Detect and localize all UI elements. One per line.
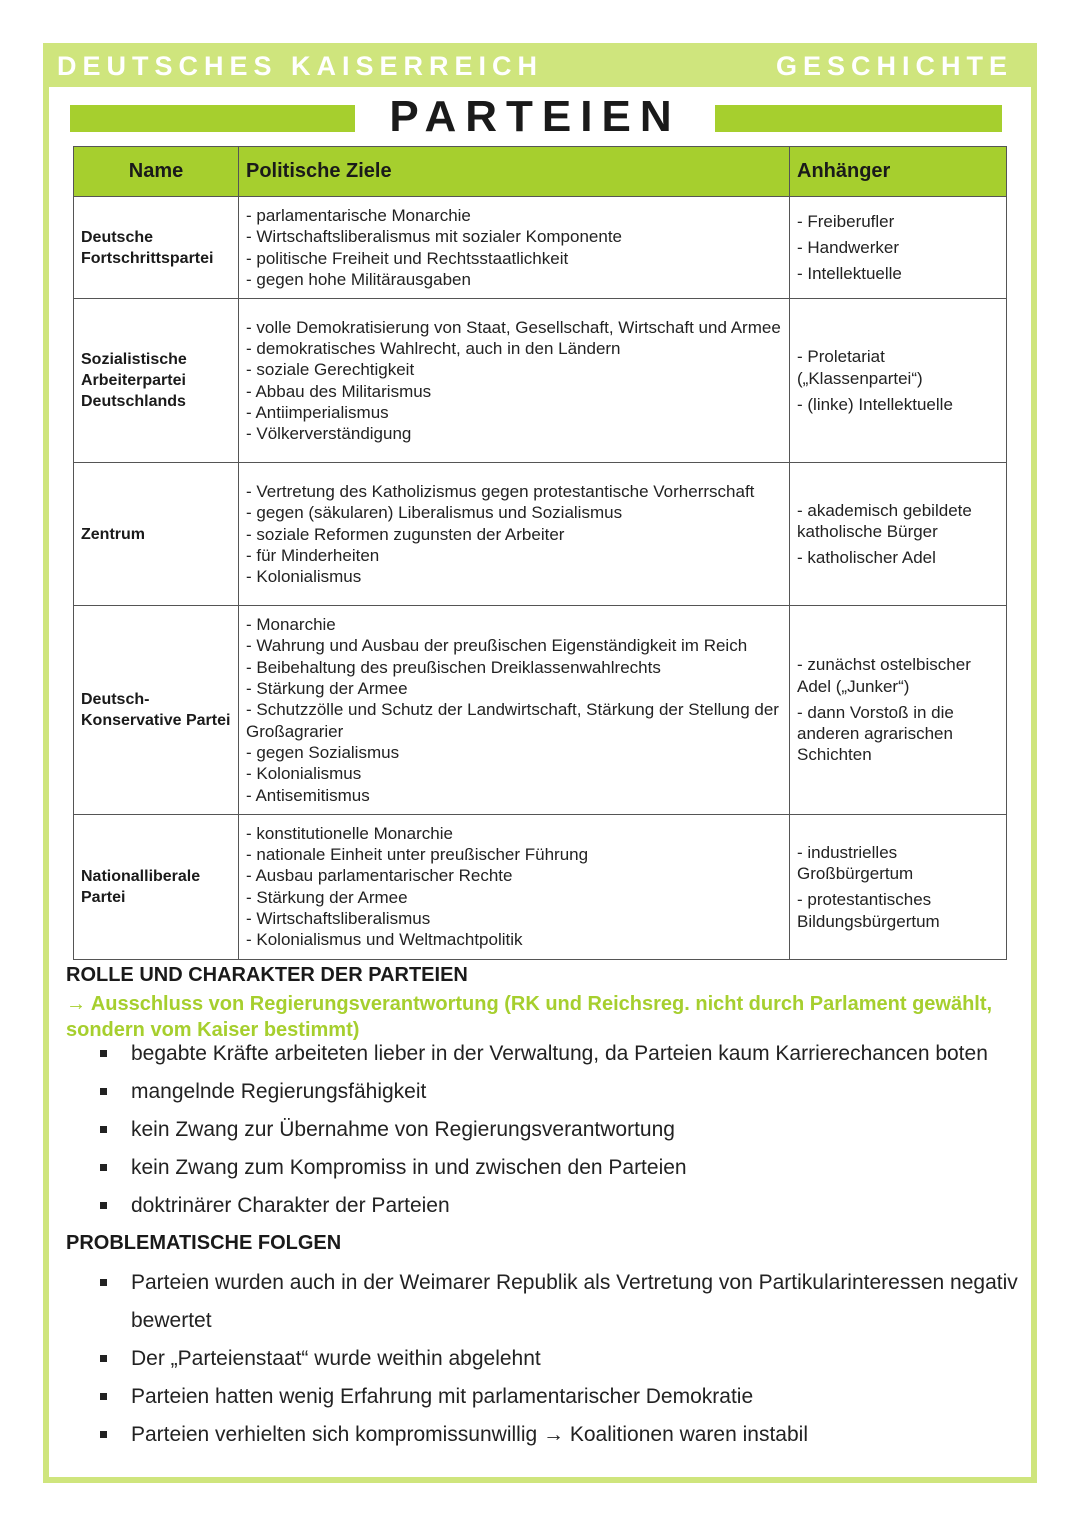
supporter-item: - Freiberufler [797, 211, 895, 231]
goal-item: - soziale Reformen zugunsten der Arbeiter [246, 524, 565, 544]
title-bar-right [715, 105, 1002, 132]
goal-item: - nationale Einheit unter preußischer Führung [246, 845, 589, 865]
goal-item: - Kolonialismus [246, 567, 362, 587]
list-item: doktrinärer Charakter der Parteien [96, 1187, 1026, 1225]
list-item: kein Zwang zum Kompromiss in und zwischen den Parteien [96, 1149, 1026, 1187]
supporter-item: - Proletariat („Klassenpartei“) [797, 347, 923, 388]
parties-table [73, 146, 1007, 960]
goal-item: - Beibehaltung des preußischen Dreiklassenwahlrechts [246, 657, 661, 677]
party-goals [239, 606, 790, 815]
title-row [70, 92, 1002, 144]
goal-item: - gegen hohe Militärausgaben [246, 269, 471, 289]
list-item: Der „Parteienstaat“ wurde weithin abgelehnt [96, 1340, 1026, 1378]
supporter-item: - Handwerker [797, 237, 900, 257]
goal-item: - Völkerverständigung [246, 424, 412, 444]
goal-item: - Kolonialismus und Weltmachtpolitik [246, 930, 523, 950]
role-bullets [96, 1035, 1026, 1225]
list-item: mangelnde Regierungsfähigkeit [96, 1073, 1026, 1111]
list-item: Parteien verhielten sich kompromissunwillig → Koalitionen waren instabil [96, 1416, 1026, 1454]
party-supporters [790, 606, 1007, 815]
goal-item: - Wirtschaftsliberalismus mit sozialer Komponente [246, 227, 623, 247]
list-item: begabte Kräfte arbeiteten lieber in der Verwaltung, da Parteien kaum Karrierechancen boten [96, 1035, 1026, 1073]
page-title: PARTEIEN [389, 92, 681, 141]
party-name: Deutsche Fortschrittspartei [74, 197, 239, 299]
party-goals [239, 299, 790, 463]
goal-item: - Antiimperialismus [246, 402, 389, 422]
goal-item: - für Minderheiten [246, 545, 380, 565]
list-item: Parteien hatten wenig Erfahrung mit parlamentarischer Demokratie [96, 1378, 1026, 1416]
goal-item: - demokratisches Wahlrecht, auch in den Ländern [246, 339, 621, 359]
party-supporters [790, 814, 1007, 959]
party-name: Nationalliberale Partei [74, 814, 239, 959]
goal-item: - Antisemitismus [246, 785, 370, 805]
role-note: → Ausschluss von Regierungsverantwortung (RK und Reichsreg. nicht durch Parlament gewählt, sondern vom Kaiser bestimmt) [66, 993, 993, 1041]
goal-item: - Wirtschaftsliberalismus [246, 909, 431, 929]
goal-item: - volle Demokratisierung von Staat, Gesellschaft, Wirtschaft und Armee [246, 317, 781, 337]
goal-item: - Monarchie [246, 615, 336, 635]
party-supporters [790, 197, 1007, 299]
party-name: Deutsch-Konservative Partei [74, 606, 239, 815]
consequences-bullets [96, 1264, 1026, 1454]
supporter-item: - dann Vorstoß in die anderen agrarischen Schichten [797, 702, 954, 765]
role-heading: ROLLE UND CHARAKTER DER PARTEIEN [66, 964, 468, 986]
topic-label: DEUTSCHES KAISERREICH [57, 51, 544, 81]
party-goals [239, 463, 790, 606]
table-header-row [74, 147, 1007, 197]
goal-item: - politische Freiheit und Rechtsstaatlichkeit [246, 248, 569, 268]
goal-item: - Schutzzölle und Schutz der Landwirtschaft, Stärkung der Stellung der Großagrarier [246, 700, 779, 741]
supporter-item: - protestantisches Bildungsbürgertum [797, 890, 940, 931]
supporter-item: - Intellektuelle [797, 264, 902, 284]
consequences-heading: PROBLEMATISCHE FOLGEN [66, 1232, 342, 1254]
supporter-item: - (linke) Intellektuelle [797, 394, 953, 414]
table-row [74, 814, 1007, 959]
top-banner [43, 43, 1037, 87]
table-row [74, 299, 1007, 463]
goal-item: - parlamentarische Monarchie [246, 206, 471, 225]
title-bar-left [70, 105, 355, 132]
goal-item: - Stärkung der Armee [246, 679, 408, 699]
table-row [74, 463, 1007, 606]
party-name: Zentrum [74, 463, 239, 606]
goal-item: - Wahrung und Ausbau der preußischen Eigenständigkeit im Reich [246, 636, 748, 656]
goal-item: - gegen Sozialismus [246, 742, 400, 762]
goal-item: - Stärkung der Armee [246, 887, 408, 907]
supporter-item: - industrielles Großbürgertum [797, 842, 914, 883]
supporter-item: - katholischer Adel [797, 548, 936, 568]
subject-label: GESCHICHTE [775, 51, 1013, 81]
goal-item: - Ausbau parlamentarischer Rechte [246, 866, 513, 886]
header-name: Name [74, 147, 239, 197]
table-row [74, 197, 1007, 299]
party-supporters [790, 299, 1007, 463]
goal-item: - Abbau des Militarismus [246, 381, 432, 401]
header-supporters: Anhänger [790, 147, 1007, 197]
goal-item: - konstitutionelle Monarchie [246, 823, 453, 843]
goal-item: - Vertretung des Katholizismus gegen protestantische Vorherrschaft [246, 481, 755, 501]
header-goals: Politische Ziele [239, 147, 790, 197]
supporter-item: - akademisch gebildete katholische Bürger [797, 500, 972, 542]
party-goals [239, 197, 790, 299]
party-goals [239, 814, 790, 959]
supporter-item: - zunächst ostelbischer Adel („Junker“) [797, 655, 971, 696]
goal-item: - Kolonialismus [246, 764, 362, 784]
goal-item: - gegen (säkularen) Liberalismus und Sozialismus [246, 503, 623, 523]
party-supporters [790, 463, 1007, 606]
list-item: kein Zwang zur Übernahme von Regierungsverantwortung [96, 1111, 1026, 1149]
list-item: Parteien wurden auch in der Weimarer Republik als Vertretung von Partikularinteressen negativ bewertet [96, 1264, 1026, 1340]
table-row [74, 606, 1007, 815]
party-name: Sozialistische Arbeiterpartei Deutschlands [74, 299, 239, 463]
goal-item: - soziale Gerechtigkeit [246, 360, 415, 380]
